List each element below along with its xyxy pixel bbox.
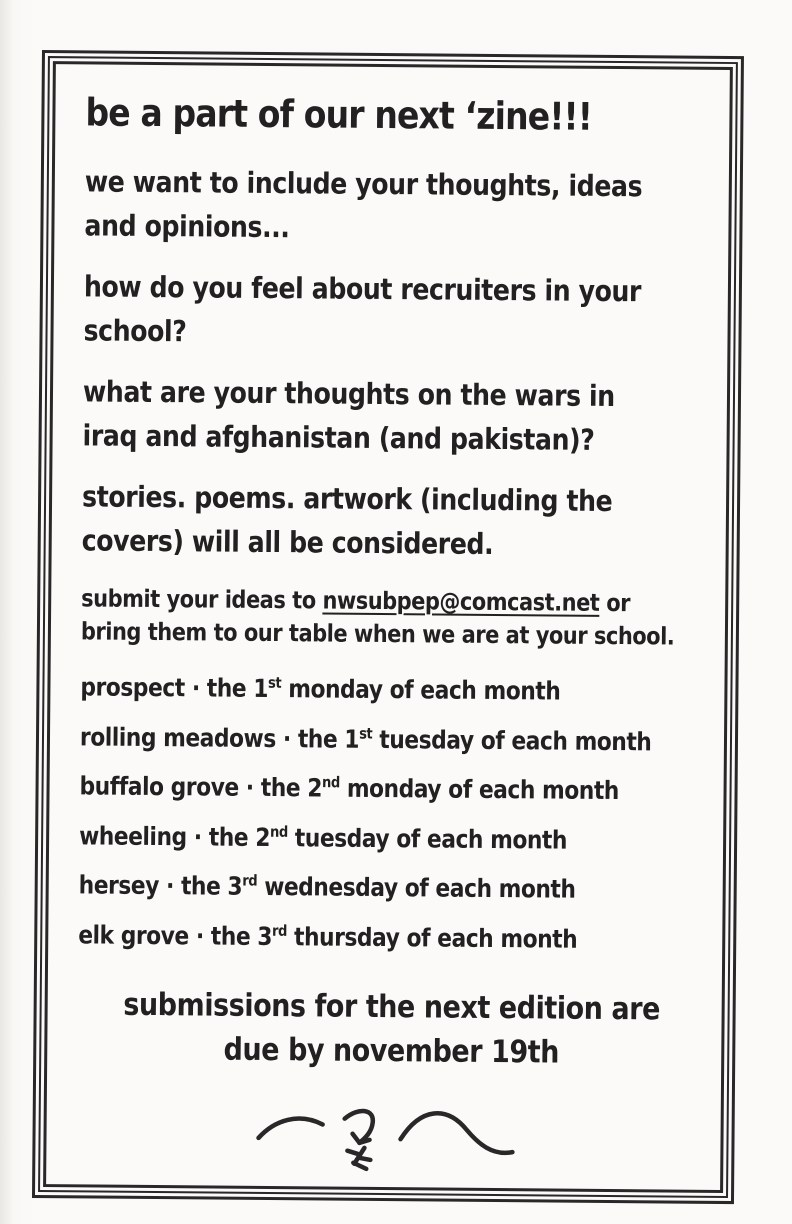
question-wars (82, 370, 711, 462)
intro-line: and opinions... (84, 207, 290, 244)
school-name: buffalo grove (79, 771, 239, 802)
schedule-row-buffalo-grove (79, 762, 626, 816)
separator-dot: · (186, 822, 209, 852)
ordinal-suffix: nd (321, 773, 340, 792)
schedule-text: the 1 (206, 673, 269, 704)
question-recruiters (83, 265, 712, 357)
question-line: school? (83, 312, 187, 348)
considered-line: covers) will all be considered. (81, 522, 494, 561)
schedule-text: the 2 (260, 773, 323, 803)
submit-line (81, 582, 631, 620)
submissions-considered (82, 475, 711, 567)
deadline-line: submissions for the next edition are (123, 986, 661, 1028)
school-name: elk grove (78, 920, 189, 951)
flyer-border-outer (32, 50, 744, 1204)
deadline-line: due by november 19th (223, 1031, 560, 1071)
school-name: prospect (80, 672, 185, 703)
separator-dot: · (158, 871, 182, 901)
separator-dot: · (275, 723, 299, 753)
schedule-text: tuesday of each month (287, 822, 568, 855)
schedule-text: monday of each month (281, 674, 561, 706)
flyer-border-middle (38, 56, 738, 1198)
schedule-text: the 2 (208, 822, 271, 852)
doodle-container (76, 1082, 705, 1183)
intro-line: we want to include your thoughts, ideas (84, 164, 643, 204)
submit-instructions (81, 582, 710, 654)
question-line: what are your thoughts on the wars in (82, 374, 615, 414)
flyer-content (43, 61, 733, 1193)
intro-paragraph (84, 160, 713, 252)
schedule-text: the 1 (297, 723, 360, 754)
deadline-note (77, 984, 706, 1076)
schedule-text: tuesday of each month (372, 724, 652, 757)
submit-after-text: or (599, 588, 631, 618)
school-name: hersey (78, 870, 160, 901)
schedule-row-hersey (78, 861, 625, 915)
ordinal-suffix: st (359, 724, 373, 743)
schedule-text: monday of each month (339, 773, 620, 806)
schedule-text: the 3 (180, 871, 243, 901)
schedule-row-rolling-meadows (79, 712, 652, 766)
separator-dot: · (188, 921, 212, 951)
page-title (85, 90, 713, 139)
school-name: wheeling (79, 821, 187, 852)
considered-line: stories. poems. artwork (including the (81, 479, 613, 518)
page-title-text: be a part of our next ‘zine!!! (85, 90, 593, 139)
school-schedule-list (78, 663, 709, 965)
schedule-row-prospect (80, 663, 627, 717)
question-line: iraq and afghanistan (and pakistan)? (82, 417, 595, 457)
school-name: rolling meadows (79, 722, 276, 753)
submit-intro-text: submit your ideas to (81, 584, 323, 615)
submit-line: bring them to our table when we are at your school. (80, 617, 675, 651)
schedule-text: thursday of each month (286, 921, 578, 954)
email-address: nwsubpep@comcast.net (322, 586, 600, 617)
ordinal-suffix: rd (242, 871, 258, 890)
question-line: how do you feel about recruiters in your (83, 269, 642, 309)
ordinal-suffix: nd (269, 822, 288, 841)
bird-and-hills-doodle-icon (240, 1084, 541, 1179)
ordinal-suffix: rd (272, 921, 288, 940)
schedule-row-elk-grove (78, 910, 625, 964)
schedule-row-wheeling (79, 811, 626, 865)
ordinal-suffix: st (268, 673, 282, 693)
schedule-text: the 3 (210, 921, 273, 951)
separator-dot: · (238, 772, 261, 803)
separator-dot: · (184, 673, 207, 703)
schedule-text: wednesday of each month (256, 872, 576, 904)
